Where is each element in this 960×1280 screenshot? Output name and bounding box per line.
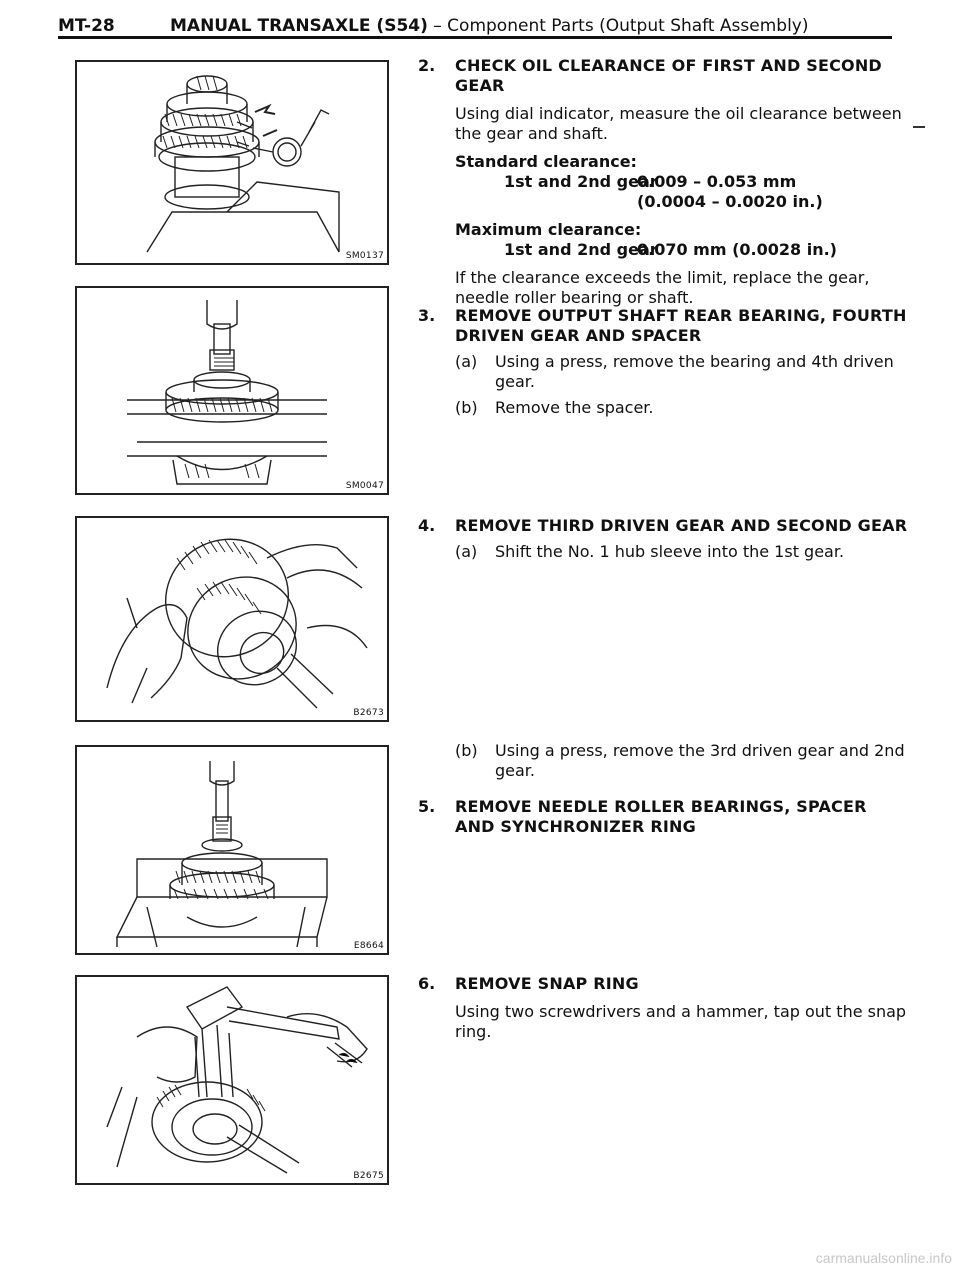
- figure-code: SM0047: [345, 481, 384, 491]
- substep-text: Using a press, remove the 3rd driven gear and 2nd gear.: [495, 741, 905, 780]
- substep-text: Using a press, remove the bearing and 4th driven gear.: [495, 352, 894, 391]
- illustration-snap-ring: [77, 977, 387, 1183]
- step-heading: REMOVE OUTPUT SHAFT REAR BEARING, FOURTH DRIVEN GEAR AND SPACER: [455, 306, 907, 345]
- substep-label: (b): [455, 741, 478, 760]
- step-number: 5.: [418, 797, 436, 816]
- step-number: 3.: [418, 306, 436, 325]
- substep-b: [455, 741, 910, 781]
- page-code: MT-28: [58, 16, 115, 36]
- spec-value: 0.009 – 0.053 mm: [637, 172, 797, 191]
- spec-label: Standard clearance:: [455, 152, 637, 171]
- step-4-continued: [418, 741, 908, 781]
- step-number: 6.: [418, 974, 436, 993]
- substep-label: (a): [455, 352, 478, 371]
- step-2: [418, 56, 908, 308]
- figure-code: SM0137: [345, 251, 384, 261]
- watermark: carmanualsonline.info: [815, 1250, 952, 1266]
- substep-a: [455, 542, 910, 562]
- illustration-hub-sleeve: [77, 518, 387, 720]
- page-title-bold: MANUAL TRANSAXLE (S54): [170, 16, 428, 36]
- step-heading: REMOVE SNAP RING: [455, 974, 639, 993]
- spec-label: Maximum clearance:: [455, 220, 642, 239]
- step-body: Using dial indicator, measure the oil clearance between the gear and shaft.: [455, 104, 902, 143]
- step-heading: REMOVE THIRD DRIVEN GEAR AND SECOND GEAR: [455, 516, 908, 535]
- step-note: If the clearance exceeds the limit, replace the gear, needle roller bearing or shaft.: [455, 268, 870, 307]
- step-number: 2.: [418, 56, 436, 75]
- spec-row: [455, 192, 908, 212]
- spec-row: [455, 240, 908, 260]
- spec-key: 1st and 2nd gear: [504, 172, 658, 191]
- figure-press-gear: [75, 745, 389, 955]
- spec-row: [455, 172, 908, 192]
- step-body: Using two screwdrivers and a hammer, tap out the snap ring.: [455, 1002, 907, 1041]
- standard-clearance-spec: [455, 152, 908, 212]
- figure-hub-sleeve: [75, 516, 389, 722]
- substep-label: (b): [455, 398, 478, 417]
- spec-value: (0.0004 – 0.0020 in.): [637, 192, 823, 211]
- figure-code: E8664: [353, 941, 384, 951]
- margin-mark: [913, 126, 925, 128]
- step-number: 4.: [418, 516, 436, 535]
- step-4: [418, 516, 908, 562]
- page-title: [170, 16, 809, 36]
- substep-text: Remove the spacer.: [495, 398, 654, 417]
- illustration-press-bearing: [77, 288, 387, 493]
- step-heading: CHECK OIL CLEARANCE OF FIRST AND SECOND GEAR: [455, 56, 882, 95]
- spec-key: 1st and 2nd gear: [504, 240, 658, 259]
- maximum-clearance-spec: [455, 220, 908, 260]
- header-rule: [58, 36, 892, 39]
- figure-code: B2673: [353, 708, 384, 718]
- illustration-press-gear: [77, 747, 387, 953]
- figure-dial-indicator: [75, 60, 389, 265]
- substep-label: (a): [455, 542, 478, 561]
- figure-press-bearing: [75, 286, 389, 495]
- spec-value: 0.070 mm (0.0028 in.): [637, 240, 837, 259]
- page-title-rest: – Component Parts (Output Shaft Assembly): [427, 16, 809, 36]
- step-3: [418, 306, 908, 418]
- figure-snap-ring: [75, 975, 389, 1185]
- substep-b: [455, 398, 910, 418]
- illustration-dial-indicator: [77, 62, 387, 263]
- figure-code: B2675: [353, 1171, 384, 1181]
- substep-a: [455, 352, 910, 392]
- step-6: [418, 974, 908, 1042]
- substep-text: Shift the No. 1 hub sleeve into the 1st gear.: [495, 542, 845, 561]
- step-5: [418, 797, 908, 837]
- step-heading: REMOVE NEEDLE ROLLER BEARINGS, SPACER AND SYNCHRONIZER RING: [455, 797, 867, 836]
